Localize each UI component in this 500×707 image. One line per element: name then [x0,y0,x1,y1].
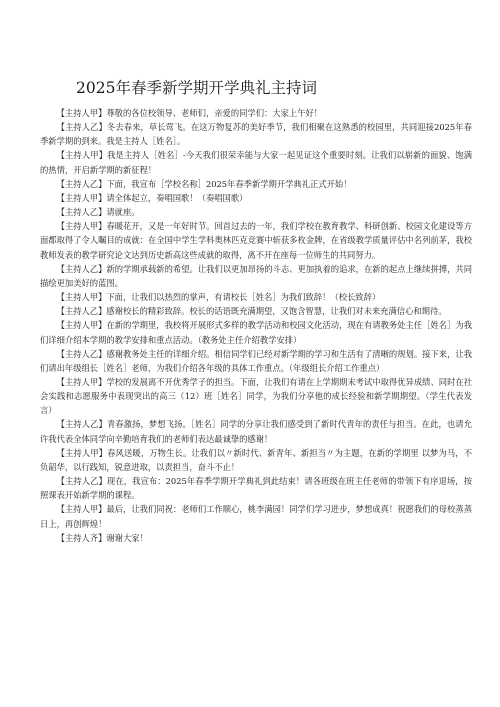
paragraph: 【主持人乙】青春激扬，梦想飞扬。［姓名］同学的分享让我们感受到了新时代青年的责任与担当。在此，也请允许我代表全体同学向辛勤培育我们的老师们表达最诚挚的感谢！ [40,419,472,444]
paragraph: 【主持人齐】谢谢大家！ [56,532,148,543]
paragraph: 【主持人甲】尊敬的各位校领导、老师们，亲爱的同学们：大家上午好！ [56,108,323,118]
paragraph: 【主持人甲】学校的发展离不开优秀学子的担当。下面，让我们有请在上学期期末考试中取得优异成绩、同时在社会实践和志愿服务中表现突出的高三（12）班［姓名］同学，为我们分享他的成长经验和新学期期望。（学生代表发言） [40,376,472,416]
document-title: 2025年春季新学期开学典礼主持词 [76,79,317,97]
paragraph: 【主持人甲】春风送暖，万物生长。让我们以〃新时代、新青年、新担当〃为主题，在新的学期里 以梦为马，不负韶华，以行践知，锐意进取，以责担当，奋斗不止！ [40,447,472,472]
paragraph: 【主持人甲】下面，让我们以热烈的掌声，有请校长［姓名］为我们致辞！（校长致辞） [56,292,381,303]
document-body [40,106,472,545]
paragraph: 【主持人乙】新的学期承载新的希望。让我们以更加昂扬的斗志、更加执着的追求，在新的起点上继续拼搏，共同描绘更加美好的蓝图。 [40,263,472,288]
paragraph: 【主持人乙】现在，我宣布：2025年春季学期开学典礼到此结束！请各班级在班主任老师的带领下有序退场，按照课表开始新学期的课程。 [40,476,472,501]
paragraph: 【主持人甲】我是主持人［姓名］-今天我们很荣幸能与大家一起见证这个重要时刻。让我们以崭新的面貌、饱满的热情，开启新学期的新征程！ [40,150,472,175]
paragraph: 【主持人乙】请就座。 [56,207,140,218]
paragraph: 【主持人乙】感谢校长的精彩致辞。校长的话语既充满期望，又饱含智慧，让我们对未来充满信心和期待。 [56,306,447,317]
paragraph: 【主持人甲】在新的学期里，我校将开展形式多样的教学活动和校园文化活动，现在有请教务处主任［姓名］为我们详细介绍本学期的教学安排和重点活动。（教务处主任介绍教学安排） [40,320,472,345]
paragraph: 【主持人甲】请全体起立，奏唱国歌！（奏唱国歌） [56,192,248,203]
paragraph: 【主持人甲】春暖花开，又是一年好时节。回首过去的一年，我们学校在教育教学、科研创新、校园文化建设等方面都取得了令人瞩目的成就：在全国中学生学科奥林匹克竞赛中斩获多枚金牌，在省级教学质量评估中名列前茅，我校教师发表的教学研究论文达到历史新高这些成就的取得，离不开在座每一位师生的共同努力。 [40,221,472,260]
paragraph: 【主持人甲】最后，让我们同祝：老师们工作顺心，桃李满园！同学们学习进步，梦想成真！祝愿我们的母校蒸蒸日上，再创辉煌！ [40,504,472,529]
paragraph: 【主持人乙】冬去春来，草长莺飞。在这万物复苏的美好季节，我们相聚在这熟悉的校园里，共同迎接2025年春季新学期的到来。我是主持人［姓名］。 [40,122,472,147]
paragraph: 【主持人乙】感谢教务处主任的详细介绍。相信同学们已经对新学期的学习和生活有了清晰的规划。接下来，让我们请出年级组长［姓名］老师，为我们介绍各年级的具体工作重点。（年级组长介绍工作重点） [40,348,472,373]
paragraph: 【主持人乙】下面，我宣布［学校名称］2025年春季新学期开学典礼正式开始！ [56,178,352,189]
